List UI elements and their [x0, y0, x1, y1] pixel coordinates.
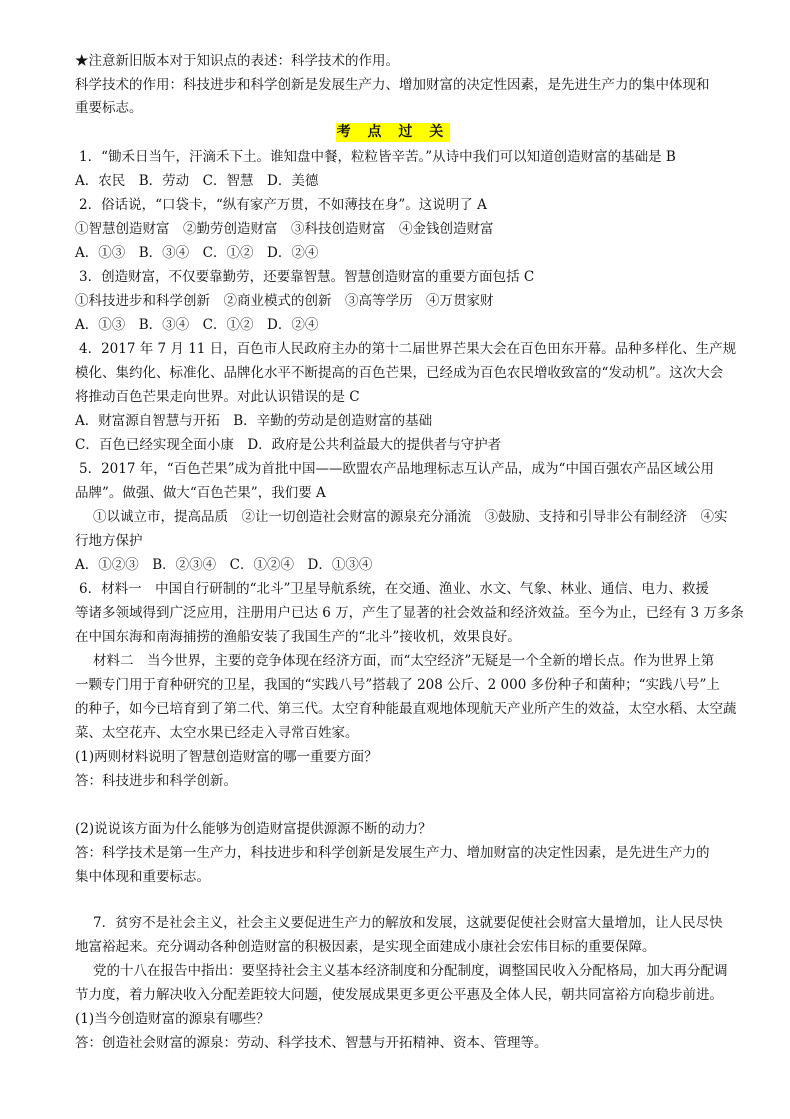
q6-answer-2-line-2: 集中体现和重要标志。	[75, 869, 210, 885]
note-line-3: 重要标志。	[75, 100, 143, 116]
note-line-2: 科学技术的作用：科技进步和科学创新是发展生产力、增加财富的决定性因素，是先进生产力的集中体现和	[75, 77, 710, 93]
q7-line-4: 节力度，着力解决收入分配差距较大问题，使发展成果更多更公平惠及全体人民，朝共同富裕方向稳步前进。	[75, 987, 723, 1003]
q7-sub-question-1: (1)当今创造财富的源泉有哪些？	[75, 1011, 270, 1027]
q6-m1-line-1: 6．材料一 中国自行研制的“北斗”卫星导航系统，在交通、渔业、水文、气象、林业、通信、电力、救援	[79, 581, 709, 597]
q4-line-3: 将推动百色芒果走向世界。对此认识错误的是 C	[75, 389, 360, 405]
q5-items-1: ①以诚立市，提高品质 ②让一切创造社会财富的源泉充分涌流 ③鼓励、支持和引导非公有制经济 ④实	[93, 509, 728, 525]
q6-m2-line-4: 菜、太空花卉、太空水果已经走入寻常百姓家。	[75, 725, 359, 741]
q6-answer-1: 答：科技进步和科学创新。	[75, 773, 237, 789]
q6-m1-line-2: 等诸多领域得到广泛应用，注册用户已达 6 万，产生了显著的社会效益和经济效益。至今为止，已经有 3 万多条	[75, 605, 744, 621]
q5-line-1: 5．2017 年，“百色芒果”成为首批中国——欧盟农产品地理标志互认产品，成为“中国百强农产品区域公用	[79, 461, 714, 477]
q1-stem: 1．“锄禾日当午，汗滴禾下土。谁知盘中餐，粒粒皆辛苦。”从诗中我们可以知道创造财富的基础是 B	[79, 149, 676, 165]
q5-options: A．①②③ B．②③④ C．①②④ D．①③④	[75, 557, 373, 573]
q2-stem: 2．俗话说，“口袋卡，“纵有家产万贯，不如薄技在身”。这说明了 A	[79, 197, 487, 213]
q4-line-2: 模化、集约化、标准化、品牌化水平不断提高的百色芒果，已经成为百色农民增收致富的“发动机”。这次大会	[75, 365, 724, 381]
q6-m2-line-2: 一颗专门用于育种研究的卫星，我国的“实践八号”搭载了 208 公斤、2 000 多份种子和菌种；“实践八号”上	[75, 677, 720, 693]
q7-line-2: 地富裕起来。充分调动各种创造财富的积极因素，是实现全面建成小康社会宏伟目标的重要保障。	[75, 939, 656, 955]
section-title: 考 点 过 关	[336, 124, 450, 140]
q6-m1-line-3: 在中国东海和南海捕捞的渔船安装了我国生产的“北斗”接收机，效果良好。	[75, 629, 521, 645]
q7-line-3: 党的十八在报告中指出：要坚持社会主义基本经济制度和分配制度，调整国民收入分配格局，加大再分配调	[93, 963, 728, 979]
q6-m2-line-1: 材料二 当今世界，主要的竞争体现在经济方面，而“太空经济”无疑是一个全新的增长点。作为世界上第	[93, 653, 715, 669]
q3-stem: 3．创造财富，不仅要靠勤劳，还要靠智慧。智慧创造财富的重要方面包括 C	[79, 269, 535, 285]
q6-m2-line-3: 的种子，如今已培育到了第二代、第三代。太空育种能最直观地体现航天产业所产生的效益，太空水稻、太空蔬	[75, 701, 737, 717]
q2-options: A．①③ B．③④ C．①② D．②④	[75, 245, 319, 261]
q5-items-2: 行地方保护	[75, 533, 143, 549]
q7-line-1: 7．贫穷不是社会主义，社会主义要促进生产力的解放和发展，这就要促使社会财富大量增加，让人民尽快	[93, 915, 723, 931]
q4-line-1: 4．2017 年 7 月 11 日，百色市人民政府主办的第十二届世界芒果大会在百色田东开幕。品种多样化、生产规	[79, 341, 737, 357]
q6-sub-question-1: (1)两则材料说明了智慧创造财富的哪一重要方面？	[75, 749, 378, 765]
q3-options: A．①③ B．③④ C．①② D．②④	[75, 317, 319, 333]
q7-answer-1: 答：创造社会财富的源泉：劳动、科学技术、智慧与开拓精神、资本、管理等。	[75, 1035, 548, 1051]
q4-options-cd: C．百色已经实现全面小康 D．政府是公共利益最大的提供者与守护者	[75, 437, 502, 453]
q4-options-ab: A．财富源自智慧与开拓 B．辛勤的劳动是创造财富的基础	[75, 413, 433, 429]
q1-options: A．农民 B．劳动 C．智慧 D．美德	[75, 173, 319, 189]
q6-sub-question-2: (2)说说该方面为什么能够为创造财富提供源源不断的动力？	[75, 821, 432, 837]
note-line-1: ★注意新旧版本对于知识点的表述：科学技术的作用。	[75, 53, 399, 69]
q5-line-2: 品牌”。做强、做大“百色芒果”，我们要 A	[75, 485, 326, 501]
q2-items: ①智慧创造财富 ②勤劳创造财富 ③科技创造财富 ④金钱创造财富	[75, 221, 494, 237]
q3-items: ①科技进步和科学创新 ②商业模式的创新 ③高等学历 ④万贯家财	[75, 293, 494, 309]
q6-answer-2-line-1: 答：科学技术是第一生产力，科技进步和科学创新是发展生产力、增加财富的决定性因素，是先进生产力的	[75, 845, 710, 861]
